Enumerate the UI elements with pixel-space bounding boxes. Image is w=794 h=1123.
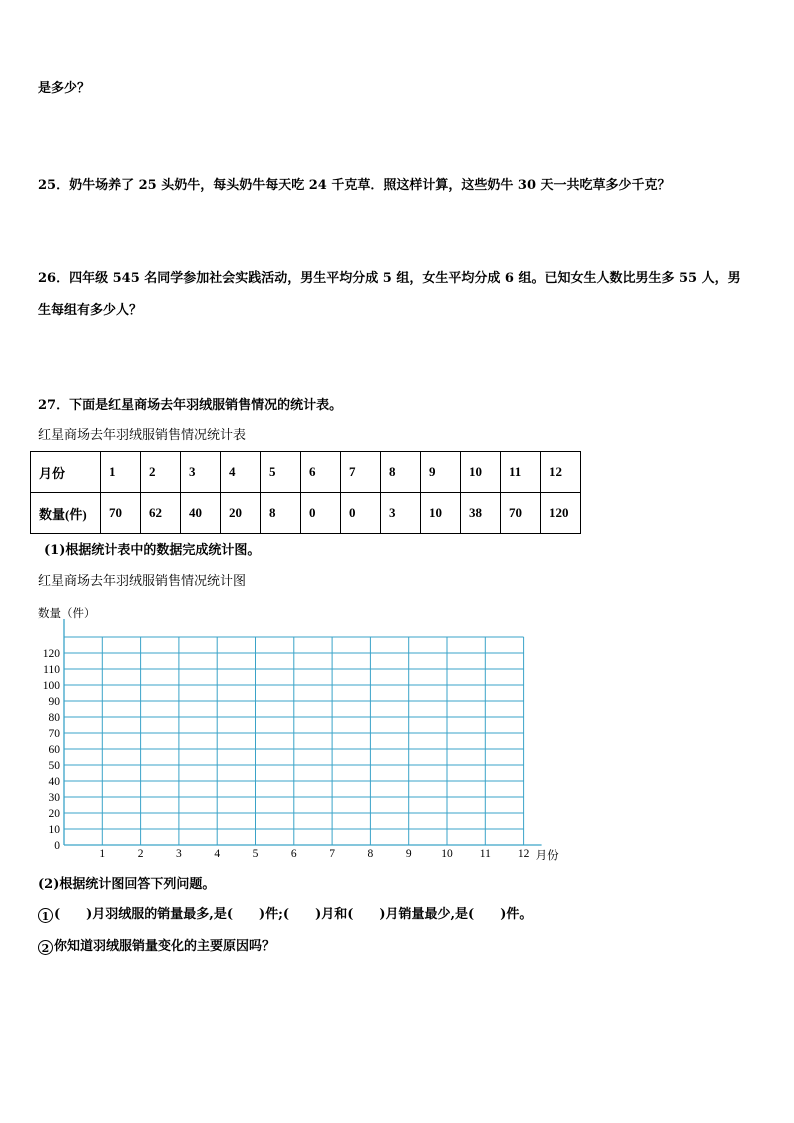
y-tick-label: 10 [48, 824, 60, 836]
table-cell-quantity: 0 [341, 493, 381, 534]
question-2-1 [38, 905, 532, 925]
question-26-line-2: 生每组有多少人？ [38, 303, 143, 318]
x-axis-label: 月份 [535, 850, 559, 862]
y-tick-label: 30 [48, 792, 60, 804]
x-tick-label: 11 [479, 848, 491, 860]
table-cell-quantity: 20 [221, 493, 261, 534]
table-cell-quantity: 120 [541, 493, 581, 534]
circled-number-2: 2 [38, 940, 53, 955]
y-tick-label: 50 [48, 760, 60, 772]
table-cell-quantity: 70 [101, 493, 141, 534]
table-row-months [31, 452, 581, 493]
table-cell-month: 4 [221, 452, 261, 493]
table-header-quantity: 数量(件) [31, 493, 101, 534]
question-24-tail: 是多少？ [38, 81, 91, 96]
sales-table [30, 451, 581, 534]
table-cell-month: 7 [341, 452, 381, 493]
x-tick-label: 4 [214, 848, 221, 860]
table-header-month: 月份 [31, 452, 101, 493]
x-tick-label: 12 [517, 848, 530, 860]
x-tick-label: 5 [252, 848, 259, 860]
table-cell-quantity: 3 [381, 493, 421, 534]
part-1-instruction: (1)根据统计表中的数据完成统计图。 [44, 543, 261, 558]
y-tick-label: 70 [48, 728, 60, 740]
table-cell-month: 8 [381, 452, 421, 493]
y-tick-label: 90 [48, 696, 60, 708]
chart-title: 红星商场去年羽绒服销售情况统计图 [38, 574, 247, 589]
circled-number-1: 1 [38, 908, 53, 923]
table-cell-month: 12 [541, 452, 581, 493]
question-26-line-1: 26．四年级 545 名同学参加社会实践活动，男生平均分成 5 组，女生平均分成 6 组。已知女生人数比男生多 55 人，男 [38, 271, 741, 286]
y-tick-label: 110 [43, 664, 60, 676]
table-cell-quantity: 70 [501, 493, 541, 534]
table-cell-month: 11 [501, 452, 541, 493]
question-2-1-text: ( )月羽绒服的销量最多,是( )件;( )月和( )月销量最少,是( )件。 [54, 907, 533, 922]
y-tick-label: 80 [48, 712, 60, 724]
table-cell-month: 2 [141, 452, 181, 493]
table-cell-month: 5 [261, 452, 301, 493]
table-cell-quantity: 10 [421, 493, 461, 534]
part-2-instruction: (2)根据统计图回答下列问题。 [38, 877, 216, 892]
question-2-2 [38, 937, 275, 957]
x-tick-label: 3 [176, 848, 182, 860]
y-tick-label: 120 [42, 648, 60, 660]
table-cell-quantity: 38 [461, 493, 501, 534]
x-tick-label: 6 [290, 848, 297, 860]
line-chart [36, 600, 576, 870]
y-tick-label: 100 [42, 680, 60, 692]
x-tick-label: 1 [99, 848, 106, 860]
x-tick-label: 9 [405, 848, 412, 860]
table-cell-month: 6 [301, 452, 341, 493]
table-cell-month: 1 [101, 452, 141, 493]
x-tick-label: 2 [137, 848, 144, 860]
chart-svg [36, 600, 576, 870]
question-27-intro: 27．下面是红星商场去年羽绒服销售情况的统计表。 [38, 398, 343, 413]
x-tick-label: 7 [329, 848, 335, 860]
x-tick-label: 8 [367, 848, 374, 860]
table-cell-month: 9 [421, 452, 461, 493]
y-tick-label: 40 [48, 776, 60, 788]
table-row-quantities [31, 493, 581, 534]
x-tick-label: 10 [441, 848, 453, 860]
table-cell-quantity: 0 [301, 493, 341, 534]
table-cell-quantity: 40 [181, 493, 221, 534]
table-cell-quantity: 62 [141, 493, 181, 534]
question-2-2-text: 你知道羽绒服销量变化的主要原因吗？ [54, 939, 276, 954]
table-cell-quantity: 8 [261, 493, 301, 534]
y-axis-label: 数量（件） [38, 608, 96, 620]
y-tick-label: 0 [54, 840, 60, 852]
y-tick-label: 60 [48, 744, 60, 756]
y-tick-label: 20 [48, 808, 60, 820]
table-cell-month: 10 [461, 452, 501, 493]
table-title: 红星商场去年羽绒服销售情况统计表 [38, 428, 247, 443]
question-25: 25．奶牛场养了 25 头奶牛，每头奶牛每天吃 24 千克草．照这样计算，这些奶牛 30 天一共吃草多少千克？ [38, 178, 671, 193]
table-cell-month: 3 [181, 452, 221, 493]
